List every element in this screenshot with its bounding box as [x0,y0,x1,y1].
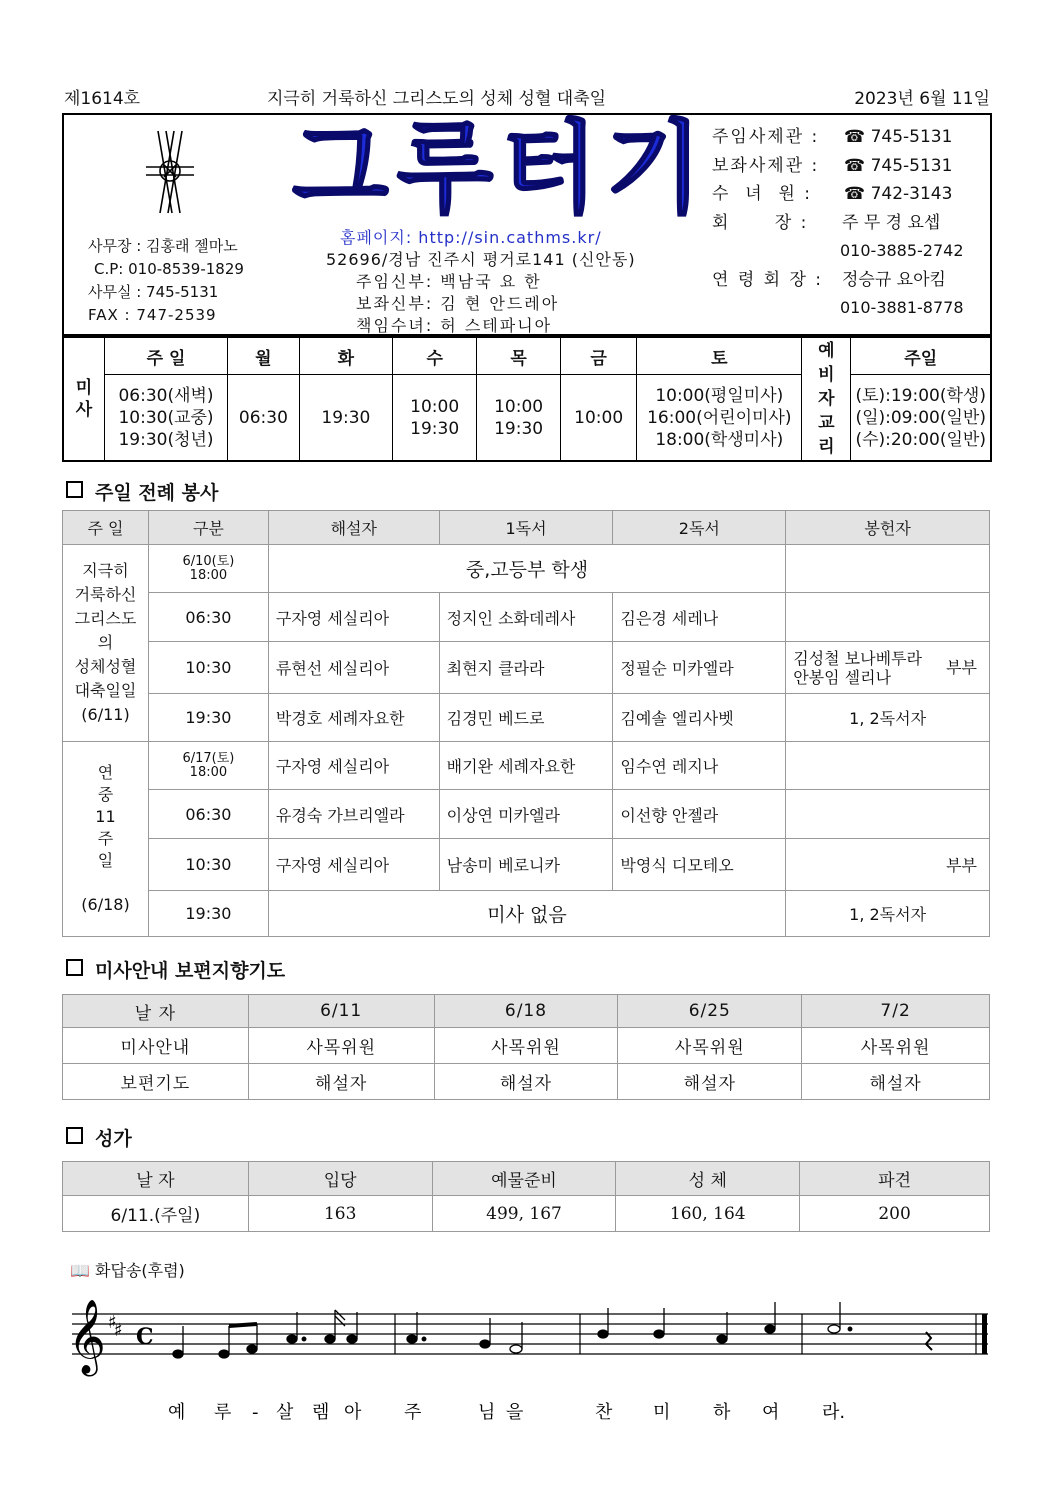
mass-row-label: 미사 [63,337,104,461]
hymns-table: 날 자 입당 예물준비 성 체 파견 6/11.(주일) 163 499, 167 160, 164 200 [62,1161,990,1232]
book-icon: 📖 [70,1261,90,1280]
col-header: 구분 [148,511,268,545]
table-row: 지극히 거룩하신 그리스도의 성체성혈 대축일일 (6/11) 6/10(토) 18:00 중,고등부 학생 [63,545,990,593]
svg-text:라.: 라. [822,1402,846,1423]
office-fax: FAX : 747-2539 [88,306,217,324]
feast-title: 지극히 거룩하신 그리스도의 성체 성혈 대축일 [267,89,607,109]
svg-text:C: C [136,1324,154,1350]
mass-thu: 10:00 19:30 [477,375,561,462]
mass-wed: 10:00 19:30 [393,375,477,462]
table-row: 10:30 구자영 세실리아 남송미 베로니카 박영식 디모테오 부부 [63,839,990,891]
col-header: 주 일 [63,511,149,545]
offerers-cell: 김성철 보나베투라 안봉임 셀리나 부부 [786,642,990,694]
mass-sun: 06:30(새벽) 10:30(교중) 19:30(청년) [104,375,227,462]
mass-schedule [62,336,992,462]
section-hymns: 성가 [66,1124,132,1151]
issue-number: 제1614호 [64,89,141,109]
svg-text:찬: 찬 [595,1402,613,1423]
merged-cell: 미사 없음 [268,891,785,937]
sister: 책임수녀: 허 스테파니아 [356,316,553,335]
col-header: 1독서 [439,511,613,545]
guide-table: 날 자 6/11 6/18 6/25 7/2 미사안내 사목위원 사목위원 사목위원 사목위원 보편기도 해설자 해설자 해설자 해설자 [62,994,990,1100]
col-header: 2독서 [613,511,786,545]
col-header: 봉헌자 [786,511,990,545]
table-row: 연 중 11 주 일 (6/18) 6/17(토) 18:00 구자영 세실리아 배기완 세례자요한 임수연 레지나 [63,742,990,790]
mass-tue: 19:30 [299,375,393,462]
svg-text:♯: ♯ [108,1312,117,1333]
masthead: 그루터기 사무장 : 김홍래 젤마노 C.P: 010-8539-1829 사무실 : 745-5131 FAX : 747-2539 홈페이지: http://sin.cathms.kr/ 52696/경남 진주시 평거로141 (신안동) 주임신부: 백남국 요 한 보좌신부: 김 현 안드레아 책임수녀: 허 스테파니아 주임사제관 : ☎ 745-5131 보좌사제관 : ☎ 745-5131 수 녀 원 : ☎ 742-3143 회 장 : 주 무 경 요셉 010-3885-2742 연 령 회 장 : 정승규 요아킴 010-3881-8778 [62,113,992,336]
table-row: 19:30 박경호 세례자요한 김경민 베드로 김예솔 엘리사벳 1, 2독서자 [63,694,990,742]
office-phone: 사무실 : 745-5131 [88,283,219,301]
assistant-priest: 보좌신부: 김 현 안드레아 [356,294,560,313]
svg-text:♯: ♯ [114,1320,123,1341]
section-liturgy: 주일 전례 봉사 [66,478,218,505]
parish-address: 52696/경남 진주시 평거로141 (신안동) [326,250,636,269]
mass-fri: 10:00 [561,375,637,462]
svg-text:을: 을 [506,1402,524,1423]
office-manager: 사무장 : 김홍래 젤마노 [88,237,238,255]
mass-header-sat: 토 [637,337,802,375]
table-row: 06:30 유경숙 가브리엘라 이상연 미카엘라 이선향 안젤라 [63,790,990,839]
parish-logo-icon [142,127,198,217]
music-staff [62,1262,992,1462]
group-label: 지극히 거룩하신 그리스도의 성체성혈 대축일일 (6/11) [63,545,149,742]
homepage-link[interactable]: 홈페이지: http://sin.cathms.kr/ [340,228,602,247]
table-row: 보편기도 해설자 해설자 해설자 해설자 [63,1064,990,1100]
svg-text:렘: 렘 [312,1402,330,1423]
liturgy-table [62,510,990,937]
mass-sat: 10:00(평일미사) 16:00(어린이미사) 18:00(학생미사) [637,375,802,462]
pastor: 주임신부: 백남국 요 한 [356,272,542,291]
svg-text:님: 님 [478,1402,496,1423]
svg-text:살: 살 [276,1402,294,1423]
table-row: 10:30 류현선 세실리아 최현지 클라라 정필순 미카엘라 김성철 보나베투라 안봉임 셀리나 부부 [63,642,990,694]
section-guide: 미사안내 보편지향기도 [66,956,285,983]
mass-header-wed: 수 [393,337,477,375]
svg-text:주: 주 [404,1402,422,1423]
svg-text:예: 예 [168,1402,186,1423]
svg-text:루: 루 [214,1402,232,1423]
checkbox-icon [66,959,83,976]
mass-header-mon: 월 [228,337,299,375]
mass-header-sun: 주 일 [104,337,227,375]
svg-text:여: 여 [762,1402,780,1423]
mass-header-fri: 금 [561,337,637,375]
mass-mon: 06:30 [228,375,299,462]
svg-text:미: 미 [653,1402,671,1423]
table-row: 6/11.(주일) 163 499, 167 160, 164 200 [63,1196,990,1232]
mass-header-tue: 화 [299,337,393,375]
catechism-header: 주일 [851,337,991,375]
svg-text:-: - [252,1402,259,1423]
checkbox-icon [66,1127,83,1144]
office-cp: C.P: 010-8539-1829 [94,260,244,278]
svg-text:하: 하 [713,1402,731,1423]
mass-header-thu: 목 [477,337,561,375]
lyrics [168,1402,845,1423]
issue-header [64,84,990,108]
table-row: 미사안내 사목위원 사목위원 사목위원 사목위원 [63,1028,990,1064]
table-row: 19:30 미사 없음 1, 2독서자 [63,891,990,937]
merged-cell: 중,고등부 학생 [268,545,785,593]
brand-title: 그루터기 [292,110,711,227]
checkbox-icon [66,481,83,498]
col-header: 해설자 [268,511,439,545]
svg-text:아: 아 [344,1402,362,1423]
catechism-times: (토):19:00(학생) (일):09:00(일반) (수):20:00(일반) [851,375,991,462]
issue-date: 2023년 6월 11일 [854,89,990,109]
treble-clef-icon: 𝄞 [68,1300,106,1374]
catechism-label: 예비자교리 [802,337,851,461]
psalm-title: 📖 화답송(후렴) [70,1261,185,1280]
table-row: 06:30 구자영 세실리아 정지인 소화데레사 김은경 세레나 [63,593,990,642]
group-label: 연 중 11 주 일 (6/18) [63,742,149,937]
staff-info [88,235,244,327]
